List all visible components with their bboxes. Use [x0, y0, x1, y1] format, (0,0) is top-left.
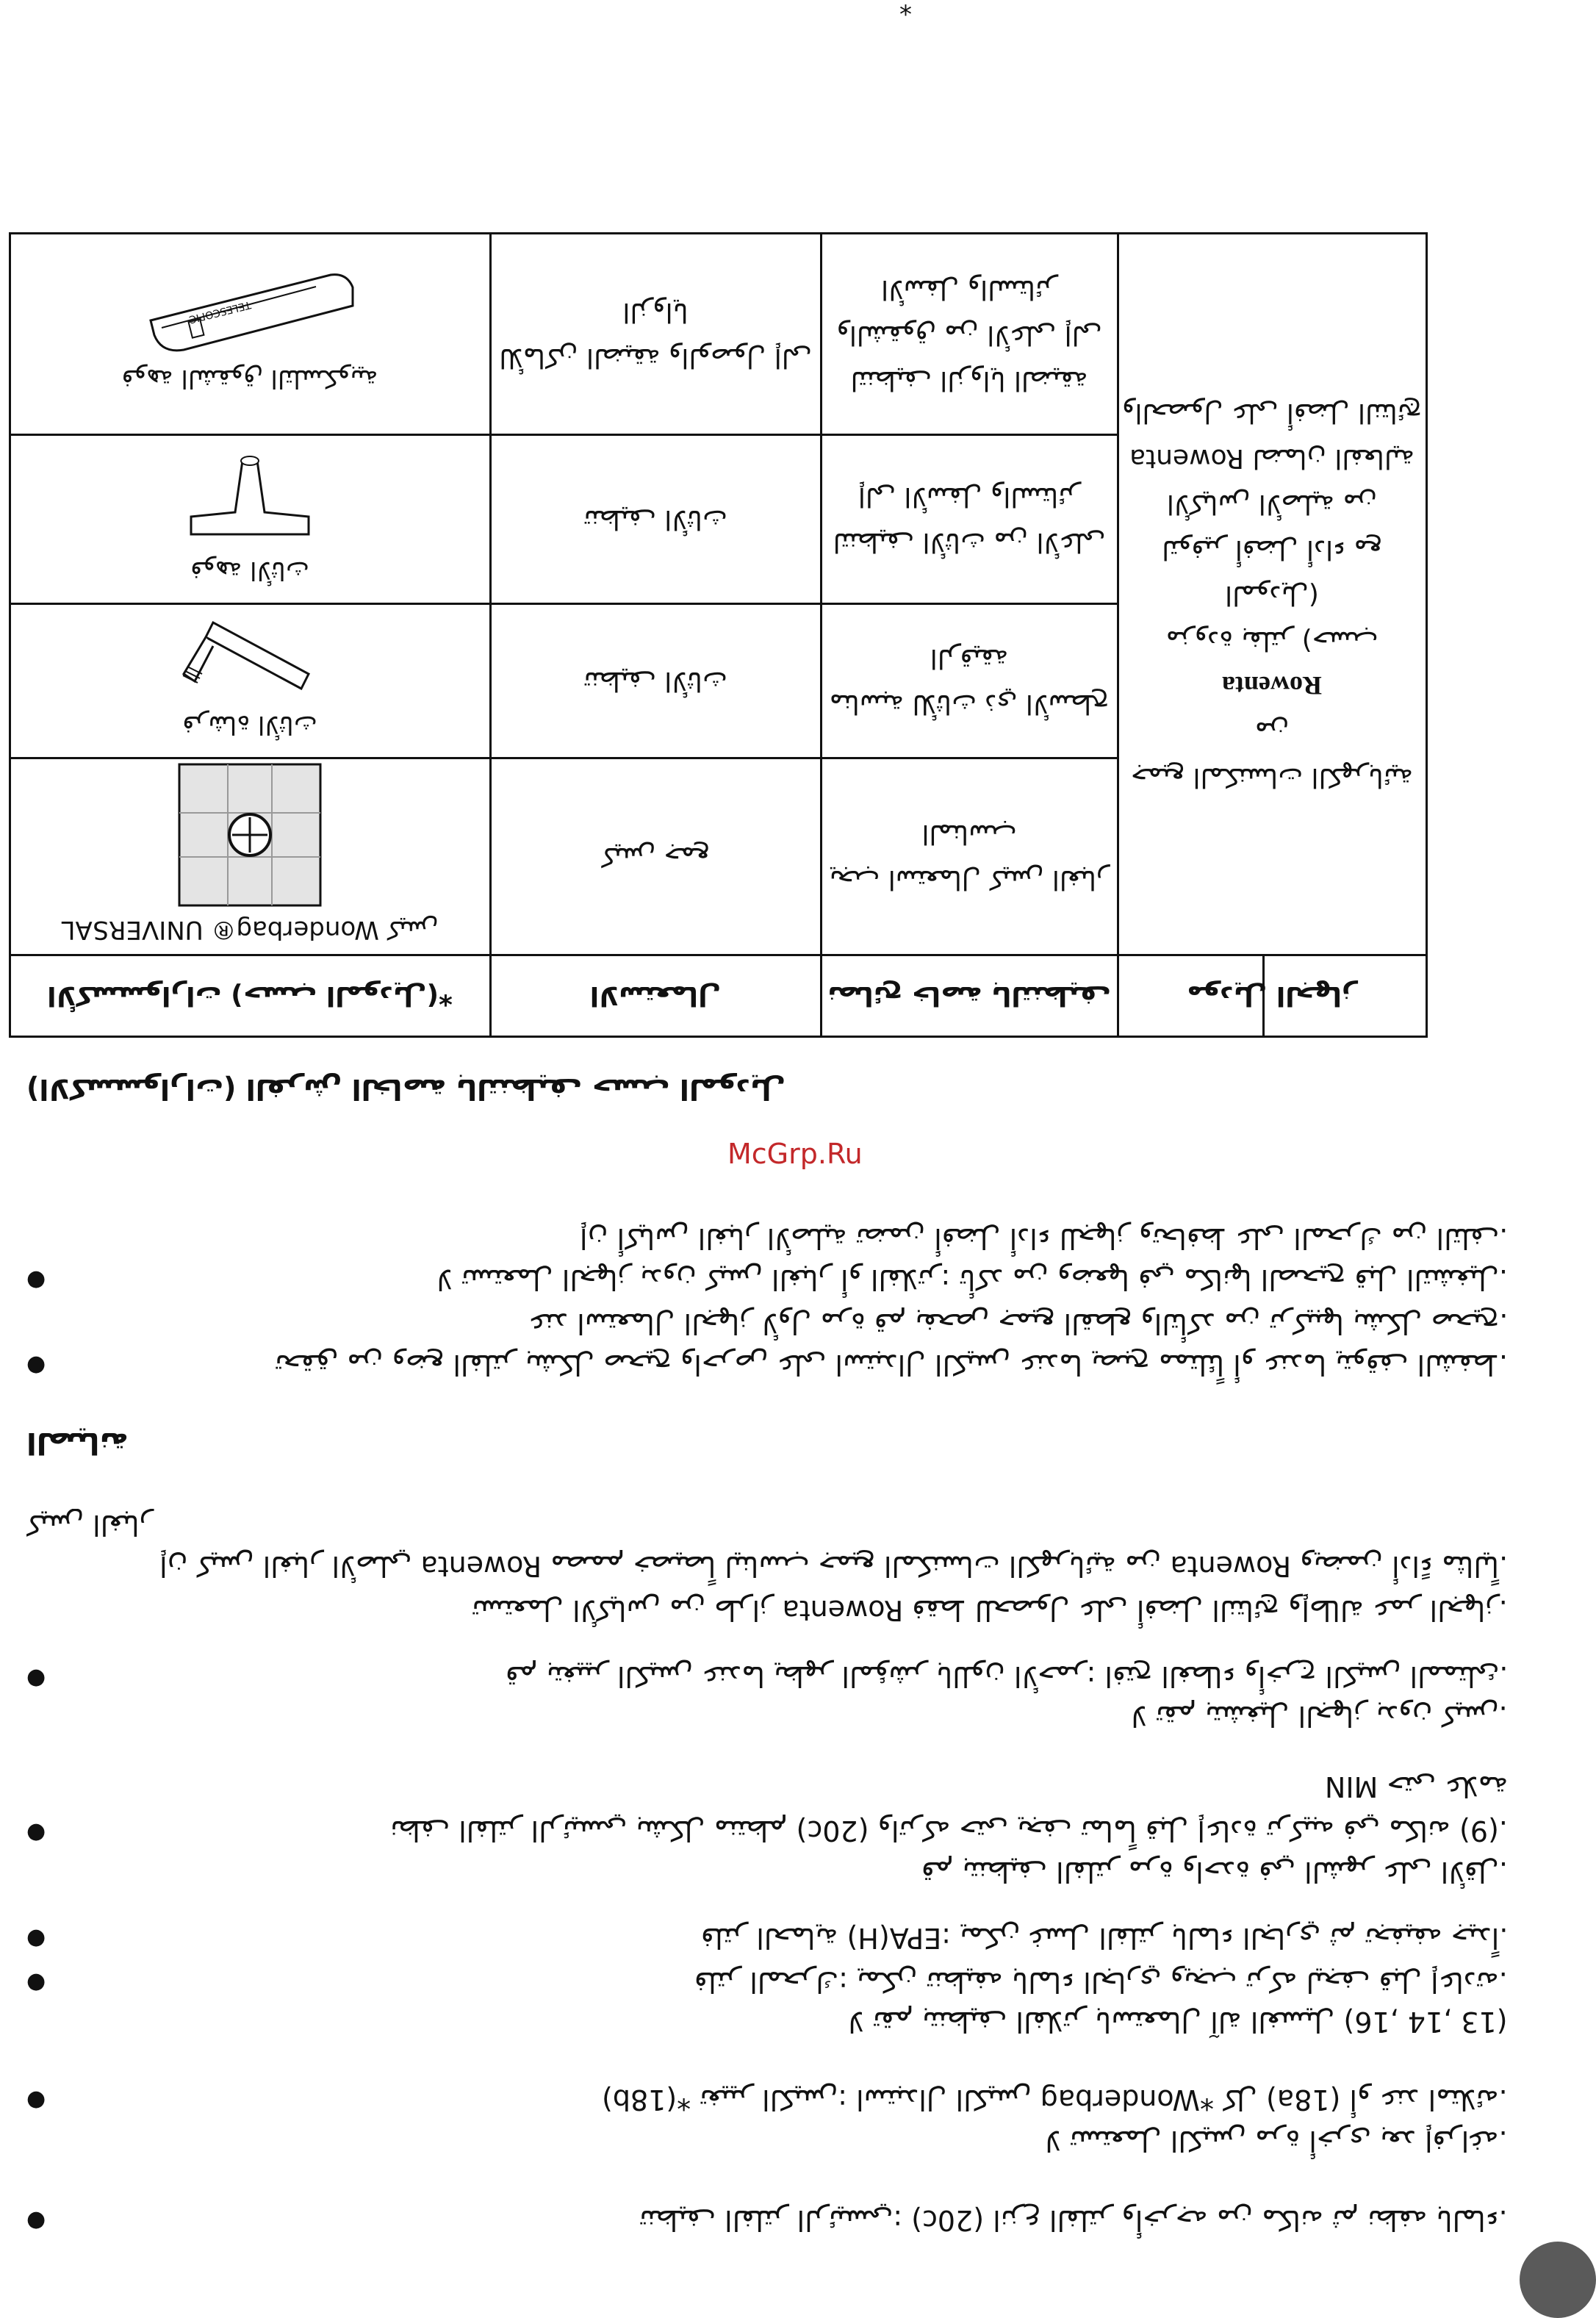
header-accessories	[16, 958, 484, 1032]
body-line: تنظيف الفلتر الرئيسي: (20c) انزع الفلتر وأخرجه من مكانه ثم نظفه بالماء.	[639, 2204, 1508, 2236]
bullet-icon: ●	[26, 1924, 46, 1950]
model-cell	[1121, 238, 1423, 951]
use-text: كيس جمع	[601, 842, 710, 872]
bullet-icon: ●	[26, 1664, 46, 1690]
body-line: (18b)* تغيير الكيس: استبدال الكيس Wonderbag* كل (18a) أو عند امتلائه.	[602, 2084, 1508, 2116]
body-line: لا تقم بتشغيل الجهاز بدون كيس.	[1131, 1700, 1508, 1732]
header-use	[494, 958, 817, 1032]
accessory-cell-upholstery-brush	[16, 607, 484, 754]
body-line: إن كيس الغبار الأصلي Rowenta مصمم خصيصاً ليناسب جميع المكنسات الكهربائية من Rowenta ويضمن أداءً مثالياً.	[159, 1550, 1508, 1582]
bullet-icon: ●	[26, 1351, 46, 1377]
accessory-cell-wonderbag	[16, 761, 484, 951]
body-line: تحقق من وضع الفلتر بشكل صحيح واحرص على استبدال الكيس عندما يصبح ممتلئاً أو عندما يتوقف الشفط.	[275, 1349, 1508, 1381]
model-line-5: والحصول على أفضل النتائج	[1122, 398, 1422, 428]
header-model	[1121, 958, 1423, 1032]
wonderbag-icon	[176, 761, 323, 908]
bullet-icon: ●	[26, 1818, 46, 1844]
body-line: نظف الفلتر الرئيسي بشكل منتظم (20c) واتركه حتى يجف تماماً قبل إعادة تركيبه في مكانه (9).	[390, 1815, 1508, 1847]
crevice-tool-icon	[140, 269, 360, 357]
tips-text: يجب استعمال كيس الغبار المناسب	[829, 819, 1110, 894]
model-line-1: جميع المكنسات الكهربائية من	[1131, 717, 1413, 792]
tips-cell-wonderbag	[824, 761, 1114, 951]
tips-text: لتنظيف الأثاث من الأعلى إلى الأسفل والستائر	[833, 481, 1106, 557]
tips-text: مناسبة للأثاث ذي الأسطح الرقيقة	[829, 643, 1110, 719]
header-text: موديل الجهاز	[1187, 980, 1357, 1011]
body-line: فلتر المحرك: يمكن تنظيفه بالماء الجاري ويجب تركه ليجف قبل إعادته.	[694, 1966, 1508, 1998]
tips-text: لتنظيف الزوايا الضيقة والشقوق من الأعلى إلى الأسفل والستائر	[836, 274, 1102, 395]
use-text: للأماكن الضيقة والوصول إلى الزوايا	[499, 297, 812, 373]
body-line: إن أكياس الغبار الأصلية تضمن أفضل أداء للجهاز وتحافظ على المحرك من التلف.	[579, 1222, 1508, 1255]
header-tips	[824, 958, 1114, 1032]
use-text: تنظيف الأثاث	[583, 666, 727, 696]
accessory-cell-upholstery-nozzle	[16, 438, 484, 600]
accessory-name: فوهة الأثاث	[190, 556, 309, 585]
watermark: McGrp.Ru	[727, 1138, 863, 1170]
use-cell-upholstery-brush	[494, 607, 817, 754]
accessory-name: فوهة الشقوق التلسكوبية	[121, 364, 378, 393]
footnote-marker: *	[899, 0, 912, 29]
body-line: قم بتنظيف الفلتر مرة واحدة في الشهر على الأقل.	[921, 1856, 1508, 1888]
table-subheading: (الاكسسوارات) الفرش الخاصة بالتنظيف حسب الموديل	[26, 1073, 786, 1105]
use-text: تنظيف الأثاث	[583, 504, 727, 534]
upholstery-nozzle-icon	[176, 446, 323, 549]
body-line: عند استعمال الجهاز لأول مرة قم بفحص جميع القطع والتأكد من تركيبها بشكل صحيح.	[528, 1307, 1508, 1340]
body-line: قم بتغيير الكيس عندما يظهر المؤشر باللون الأحمر: افتح الغطاء وأخرج الكيس الممتلئ.	[505, 1660, 1508, 1693]
bullet-icon: ●	[26, 2086, 46, 2111]
bullet-icon: ●	[26, 1266, 46, 1291]
header-text: الاستعمال	[589, 980, 722, 1011]
body-line: لا تقم بتنظيف الفلاتر باستعمال آلة الغسيل (16, 14, 13)	[848, 2006, 1508, 2038]
maintenance-subtitle: كيس الغبار	[26, 1509, 153, 1541]
accessories-table	[9, 232, 1434, 1038]
header-text: الأكسسوارات (حسب الموديل)*	[47, 980, 453, 1011]
header-text: نصائح خاصة بالتنظيف	[827, 980, 1111, 1011]
body-line: تستعمل الأكياس من طراز Rowenta فقط للحصول على أفضل النتائج وإطالة عمر الجهاز.	[472, 1594, 1508, 1626]
body-line: MIN حتى علامة	[1324, 1770, 1508, 1803]
body-line: فلتر الحماية (H)EPA: يمكن غسل الفلتر بالماء الجاري ثم تجفيفه جيداً.	[700, 1922, 1508, 1954]
model-line-2: مزودة بفلتر (حسب الموديل)	[1165, 580, 1378, 656]
use-cell-crevice	[494, 238, 817, 431]
section-title: الصيانة	[26, 1426, 129, 1460]
telescopic-label: TELESCOPIC	[187, 298, 252, 326]
bullet-icon: ●	[26, 2206, 46, 2232]
model-line-3: لتوفير أفضل أداء مع الأكياس الأصلية من	[1162, 489, 1382, 564]
brush-icon	[176, 615, 323, 703]
use-cell-upholstery-nozzle	[494, 438, 817, 600]
accessory-name: فرشاة الأثاث	[182, 710, 317, 739]
body-line: لا تستعمل الجهاز بدون كيس الغبار أو الفلاتر: تأكد من وضعها في مكانها الصحيح قبل التشغيل.	[436, 1263, 1508, 1296]
accessory-name: Wonderbag® UNIVERSAL كيس	[61, 915, 439, 944]
tips-cell-upholstery-nozzle	[824, 438, 1114, 600]
page-number-badge	[1520, 2242, 1596, 2318]
model-line-4: Rowenta لضمان الفعالية	[1129, 443, 1415, 473]
body-line: لا تستعمل الكيس مرة أخرى بعد إفراغه.	[1045, 2125, 1508, 2157]
brand-name: Rowenta	[1222, 671, 1322, 700]
tips-cell-upholstery-brush	[824, 607, 1114, 754]
tips-cell-crevice	[824, 238, 1114, 431]
bullet-icon: ●	[26, 1968, 46, 1994]
use-cell-wonderbag	[494, 761, 817, 951]
accessory-cell-crevice	[16, 238, 484, 431]
